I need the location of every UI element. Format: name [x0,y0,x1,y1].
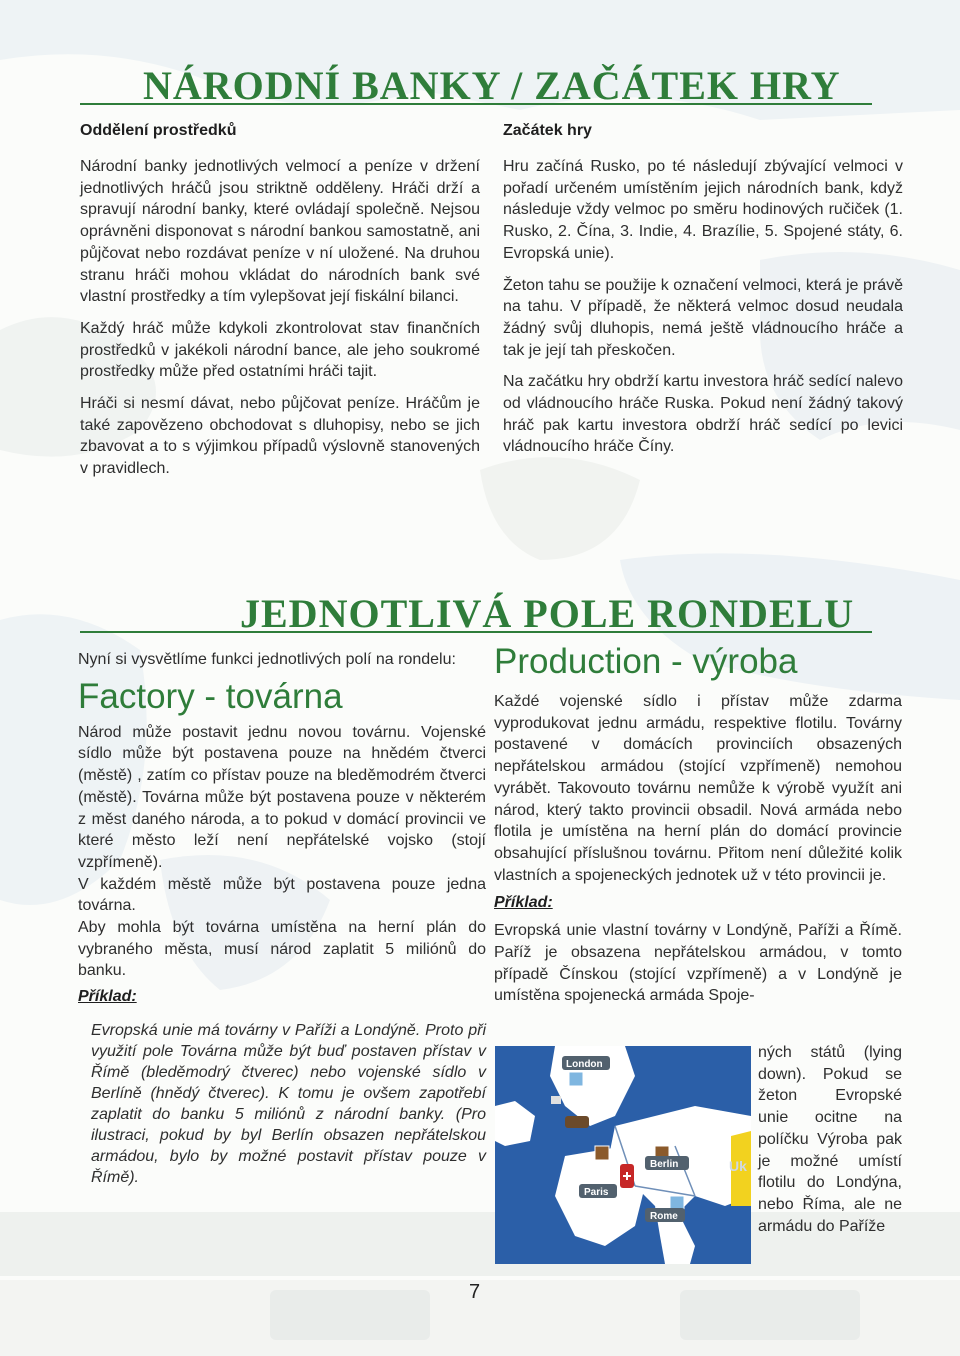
chinese-army-token [620,1164,634,1188]
section-title: JEDNOTLIVÁ POLE RONDELU [240,591,855,636]
game-start-paragraph-3: Na začátku hry obdrží kartu investora hráč sedící nalevo od vládnoucího hráče Ruska. Pokud není žádný takový hráč pak kartu investora obdrží hráč sedící po levici vládnoucího hráče Číny. [503,373,903,456]
game-start-section [503,122,903,468]
europe-map-illustration [495,1046,751,1264]
factory-paragraph-1: Národ může postavit jednu novou továrnu. Vojenské sídlo může být postavena pouze na hnědém čtverci (městě) , zatím co přístav pouze na bleděmodrém čtverci (městě). Továrna může být postavena pouze v některém z měst daného národa, a to pokud v domácí provincii ve které město leží není nepřátelské vojsko (stojí vzpřímeně). [78,723,486,871]
map-label-rome: Rome [650,1211,678,1222]
production-example-rest: ných států (lying down). Pokud se žeton Evropské unie ocitne na políčku Výroba pak je možné umístí flotilu do Londýna, nebo Říma, ale ne armádu do Paříže [758,1044,902,1235]
page-title: NÁRODNÍ BANKY / ZAČÁTEK HRY [143,63,841,108]
factory-example-label: Příklad: [78,988,137,1006]
map-label-uk: Uk [729,1158,747,1174]
game-start-paragraph-1: Hru začíná Rusko, po té následují zbývající velmoci v pořadí určeném umístěním jejich národních bank, když následuje vždy velmoc po směru hodinových ručiček (1. Rusko, 2. Čína, 3. Indie, 4. Brazílie, 5. Spojené státy, 6. Evropská unie). [503,158,903,262]
production-section [494,644,902,1007]
funds-paragraph-3: Hráči si nesmí dávat, nebo půjčovat peníze. Hráčům je také zapovězeno obchodovat s dluhopisy, nebo se jich zbavovat a to s výjimkou případů výslovně stanovených v pravidlech. [80,395,480,478]
map-label-berlin: Berlin [650,1159,679,1170]
page-number: 7 [469,1281,481,1303]
section-rule [80,631,872,633]
factory-paragraph-2: V každém městě může být postavena pouze jedna továrna. [78,875,486,915]
game-start-heading: Začátek hry [503,122,592,139]
factory-title: Factory - továrna [78,676,343,716]
game-start-paragraph-2: Žeton tahu se použije k označení velmoci, která je právě na tahu. V případě, že některá velmoc dosud neudala žádný svůj dluhopis, nemá ještě vládnoucího hráče a tak je její tah přeskočen. [503,276,903,359]
funds-paragraph-2: Každý hráč může kdykoli zkontrolovat stav finančních prostředků v jakékoli národní bance, ale jeho soukromé prostředky může před ostatními hráči tajit. [80,319,480,381]
production-title: Production - výroba [494,642,798,681]
map-label-paris: Paris [584,1187,609,1198]
factory-section [78,649,486,1198]
title-rule [80,103,872,105]
production-example-label: Příklad: [494,894,553,912]
funds-paragraph-1: Národní banky jednotlivých velmocí a peníze v držení jednotlivých hráčů jsou striktně odděleny. Hráči drží a spravují národní banky, které ovládají společně. Nejsou oprávněni disponovat s národní bankou samostatně, ani půjčovat nebo rozdávat peníze v ní uložené. Na druhou stranu hráči mohou vkládat do národních bank své vlastní prostředky a tím vylepšovat její fiskální bilanci. [80,158,480,306]
factory-paragraph-3: Aby mohla být továrna umístěna na herní plán do vybraného města, musí národ zaplatit 5 miliónů do banku. [78,919,486,980]
funds-separation-heading: Oddělení prostředků [80,122,237,139]
funds-separation-section [80,122,480,490]
production-example-intro: Evropská unie vlastní továrny v Londýně, Paříži a Římě. Paříž je obsazena nepřátelskou armádou, v tomto případě Čínskou (stojící vzpřímeně) a v Londýně je umístěna spojenecká armáda Spoje- [494,922,902,1005]
map-label-london: London [566,1059,603,1070]
intro-text: Nyní si vysvětlíme funkci jednotlivých polí na rondelu: [78,651,456,668]
factory-example: Evropská unie má továrny v Paříži a Londýně. Proto při využití pole Továrna může být buď postaven přístav v Římě (bleděmodrý čtverec) nebo vojenské sídlo v Berlíně (hnědý čtverec). K tomu je ovšem zapotřebí zaplatit do banku 5 miliónů z národní banky. (Pro ilustraci, pokud by byl Berlín obsazen nepřátelskou armádou, bylo by možné postavit přístav pouze v Římě). [91,1022,486,1187]
production-paragraph: Každé vojenské sídlo i přístav může zdarma vyprodukovat jednu armádu, respektive flotilu. Továrny postavené v domácích provinciích obsazených nepřátelskou armádou (stojící vzpřímeně) nemohou vyrábět. Takovouto továrnu nemůže k výrobě využít ani národ, který takto provincii obsadil. Nová armáda nebo flotila je umístěna na herní plán do domácí provincie obsahující příslušnou továrnu. Přitom není důležité kolik vlastních a spojeneckých jednotek už v této provincii je. [494,693,902,884]
